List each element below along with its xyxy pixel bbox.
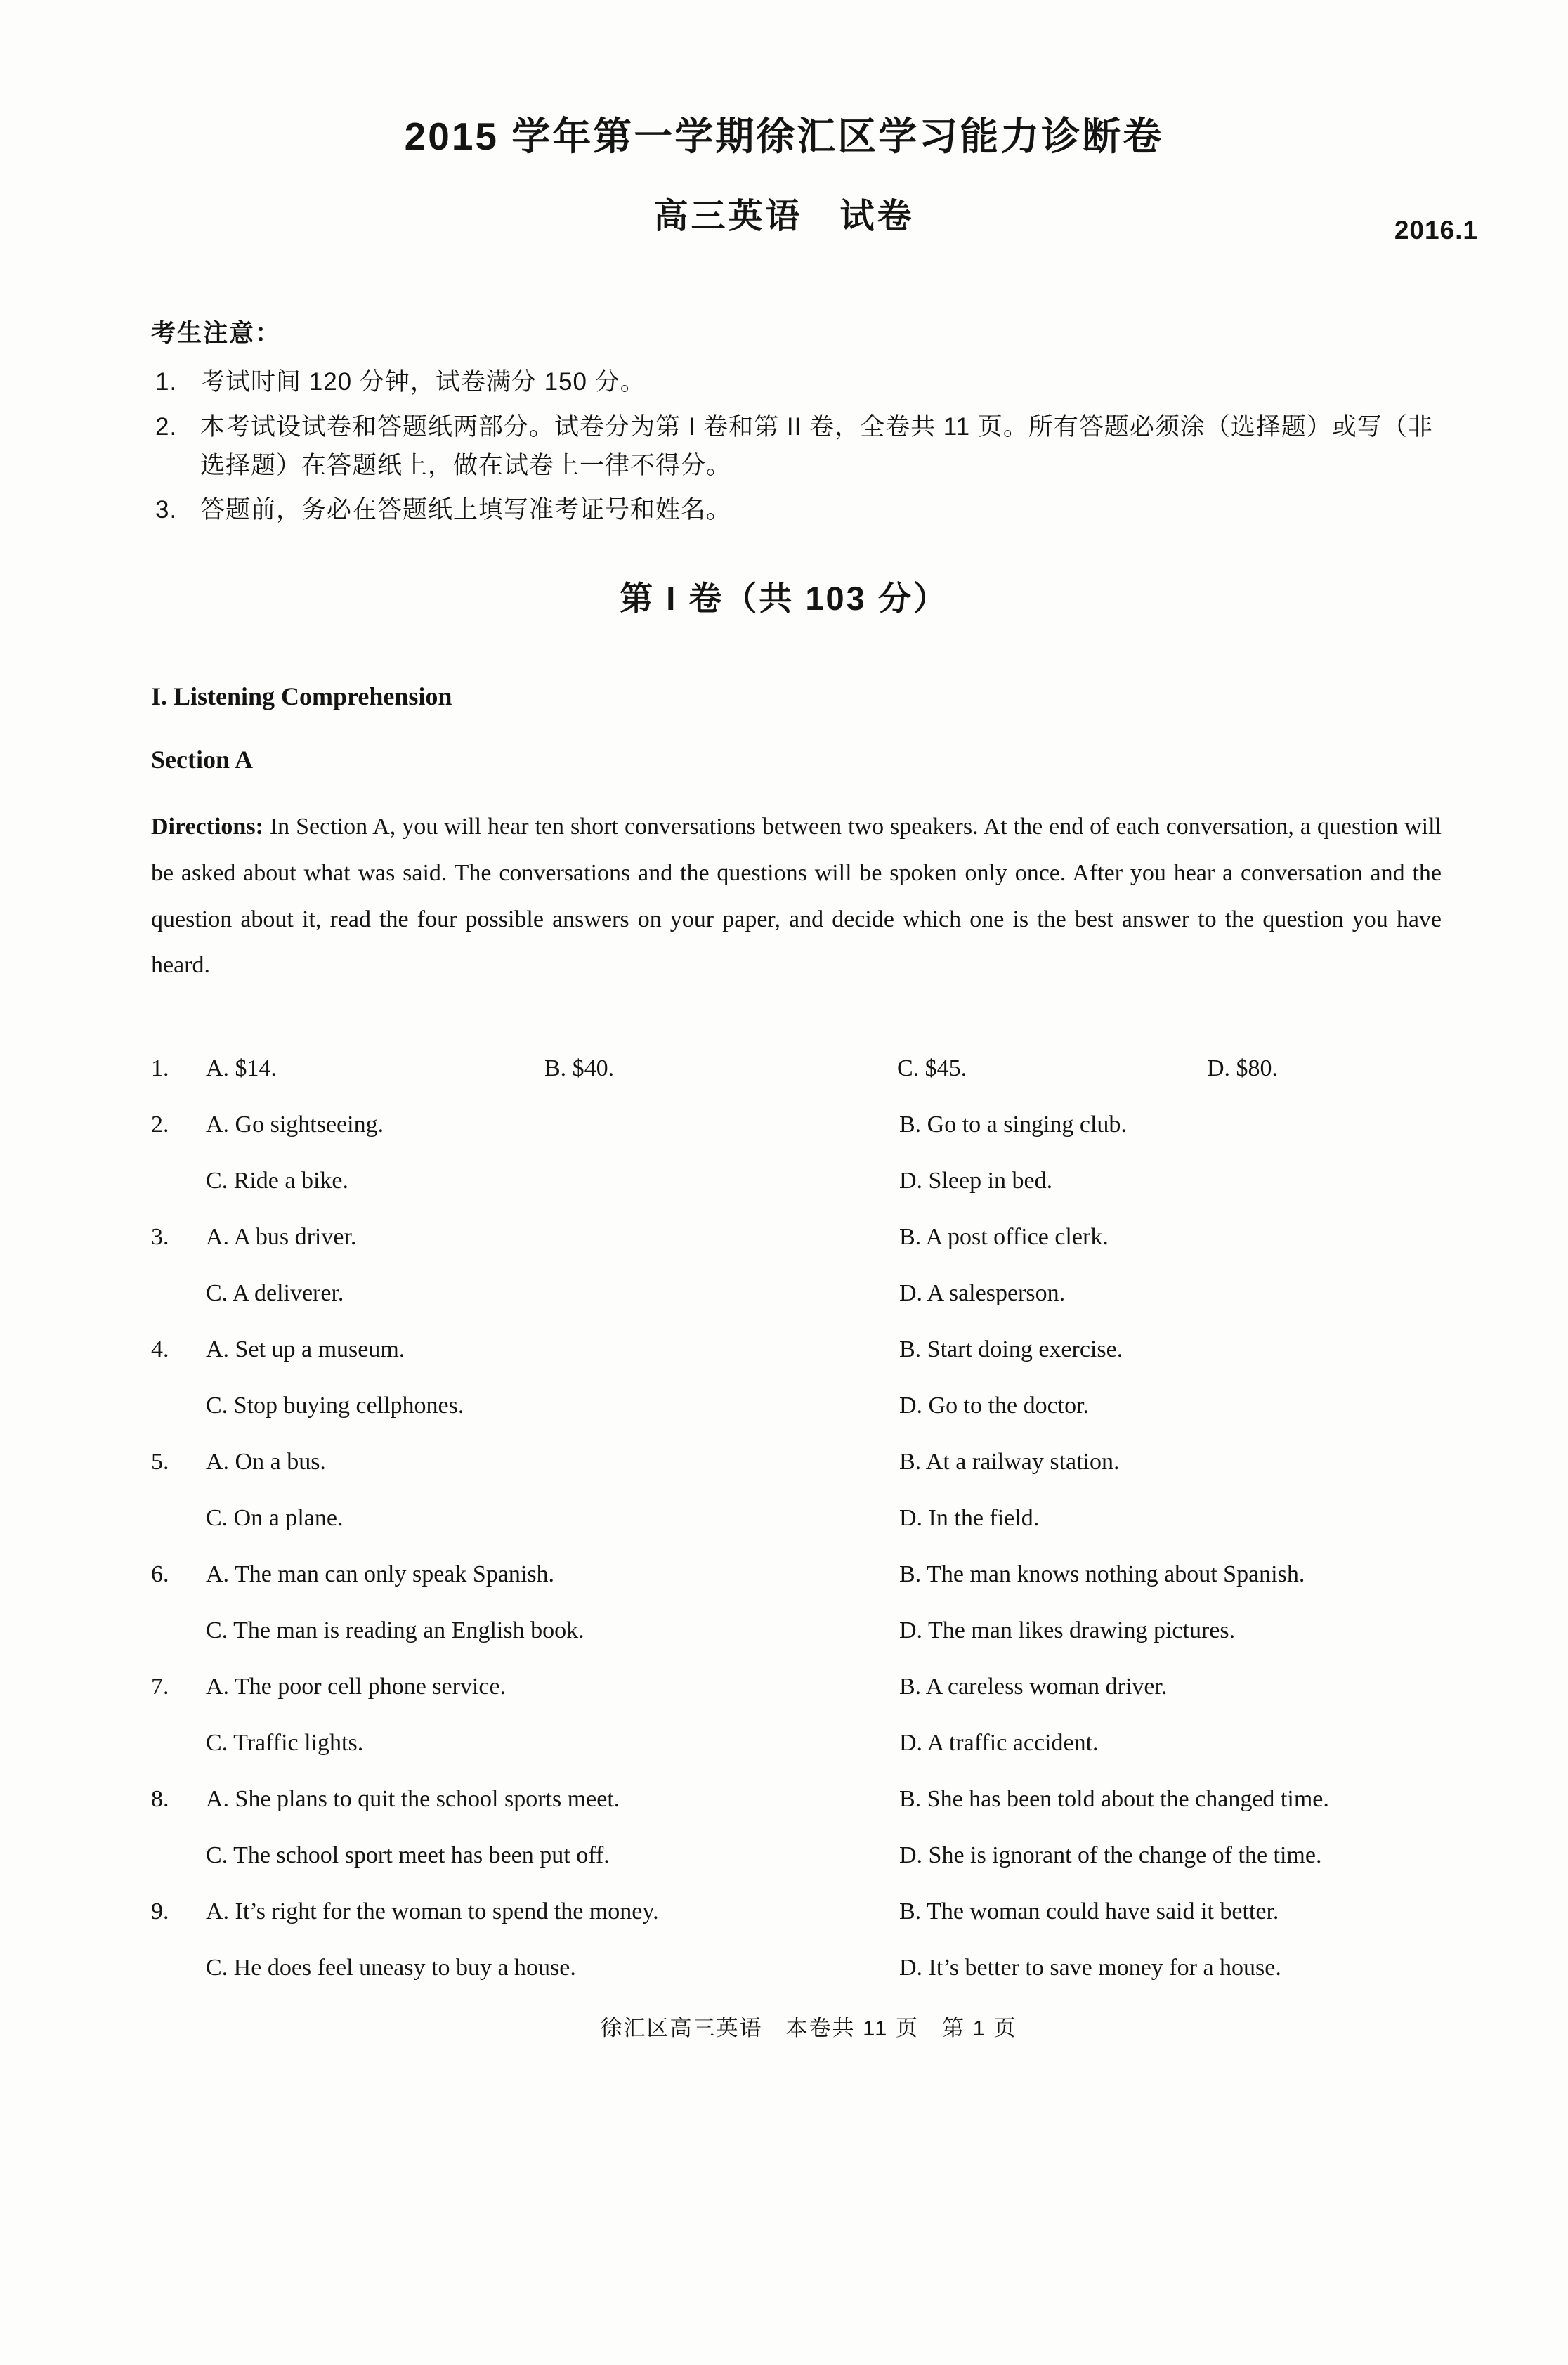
- option-b: B. Go to a singing club.: [899, 1111, 1127, 1138]
- option-c: C. On a plane.: [206, 1504, 344, 1531]
- option-c: C. Stop buying cellphones.: [206, 1392, 464, 1419]
- subtitle-row: [0, 189, 1568, 245]
- option-b: B. The man knows nothing about Spanish.: [899, 1561, 1305, 1587]
- part1-heading: 第 I 卷（共 103 分）: [620, 580, 948, 618]
- directions-label: Directions:: [151, 814, 263, 840]
- option-c: C. Ride a bike.: [206, 1167, 349, 1194]
- directions-text: In Section A, you will hear ten short conversations between two speakers. At the end of each conversation, a question will be asked about what was said. The conversations and the questions will be spoken only once. After you hear a conversation and the question about it, read the four possible answers on your paper, and decide which one is the best answer to the question you have heard.: [151, 814, 1442, 979]
- question-number: 2.: [151, 1111, 169, 1138]
- page-title: 2015 学年第一学期徐汇区学习能力诊断卷: [404, 115, 1164, 158]
- notice-item-number: 3.: [155, 496, 178, 524]
- question-row: [151, 1111, 1568, 1139]
- question-row: [151, 1055, 1568, 1083]
- option-d: D. In the field.: [899, 1504, 1040, 1531]
- option-a: A. It’s right for the woman to spend the money.: [206, 1898, 659, 1924]
- question-row: [151, 1954, 1568, 1982]
- question-row: [151, 1785, 1568, 1813]
- page-footer: 徐汇区高三英语 本卷共 11 页 第 1 页: [600, 2015, 1017, 2040]
- option-d: D. The man likes drawing pictures.: [899, 1617, 1236, 1643]
- question-number: 5.: [151, 1448, 169, 1475]
- question-row: [151, 1336, 1568, 1364]
- option-a: A. Set up a museum.: [206, 1336, 405, 1362]
- question-row: [151, 1279, 1568, 1308]
- question-number: 4.: [151, 1336, 169, 1362]
- option-d: D. Sleep in bed.: [899, 1167, 1053, 1194]
- option-d: D. She is ignorant of the change of the time.: [899, 1842, 1322, 1868]
- option-b: B. At a railway station.: [899, 1448, 1120, 1475]
- option-a: A. Go sightseeing.: [206, 1111, 384, 1138]
- question-row: [151, 1617, 1568, 1645]
- option-a: A. $14.: [206, 1055, 277, 1081]
- question-number: 3.: [151, 1223, 169, 1250]
- question-row: [151, 1167, 1568, 1195]
- question-row: [151, 1842, 1568, 1870]
- option-b: B. $40.: [544, 1055, 615, 1081]
- option-c: C. The school sport meet has been put off.: [206, 1842, 610, 1868]
- question-number: 7.: [151, 1673, 169, 1700]
- option-d: D. A traffic accident.: [899, 1729, 1099, 1756]
- option-c: C. He does feel uneasy to buy a house.: [206, 1954, 576, 1981]
- option-b: B. The woman could have said it better.: [899, 1898, 1279, 1924]
- option-a: A. A bus driver.: [206, 1223, 357, 1250]
- candidate-notice: [151, 314, 1442, 529]
- notice-item-text: 本考试设试卷和答题纸两部分。试卷分为第 I 卷和第 II 卷，全卷共 11 页。所有答题必须涂（选择题）或写（非选择题）在答题纸上，做在试卷上一律不得分。: [200, 412, 1433, 479]
- section-a-directions: [151, 804, 1442, 988]
- option-b: B. She has been told about the changed time.: [899, 1785, 1329, 1812]
- option-c: C. The man is reading an English book.: [206, 1617, 584, 1643]
- question-row: [151, 1504, 1568, 1532]
- question-number: 9.: [151, 1898, 169, 1924]
- option-c: C. $45.: [897, 1055, 967, 1081]
- notice-item: [151, 490, 1442, 529]
- option-d: D. Go to the doctor.: [899, 1392, 1090, 1419]
- option-d: D. It’s better to save money for a house.: [899, 1954, 1281, 1981]
- question-row: [151, 1673, 1568, 1701]
- question-number: 6.: [151, 1561, 169, 1587]
- option-a: A. The man can only speak Spanish.: [206, 1561, 555, 1587]
- question-row: [151, 1898, 1568, 1926]
- exam-paper-page: [0, 105, 1568, 2365]
- question-number: 8.: [151, 1785, 169, 1812]
- exam-date: 2016.1: [1394, 216, 1478, 245]
- question-row: [151, 1729, 1568, 1757]
- listening-section-heading: I. Listening Comprehension: [151, 682, 452, 711]
- question-row: [151, 1392, 1568, 1420]
- option-a: A. She plans to quit the school sports meet.: [206, 1785, 620, 1812]
- notice-heading: 考生注意：: [151, 320, 282, 347]
- question-row: [151, 1223, 1568, 1251]
- question-row: [151, 1448, 1568, 1476]
- question-list: [0, 1055, 1568, 1982]
- page-subtitle: 高三英语 试卷: [653, 197, 915, 235]
- notice-item: [151, 363, 1442, 401]
- notice-item-number: 1.: [155, 368, 178, 396]
- question-row: [151, 1561, 1568, 1589]
- option-d: D. A salesperson.: [899, 1279, 1066, 1306]
- question-number: 1.: [151, 1055, 169, 1081]
- notice-item-number: 2.: [155, 412, 178, 441]
- option-c: C. Traffic lights.: [206, 1729, 364, 1756]
- notice-item-text: 考试时间 120 分钟，试卷满分 150 分。: [200, 368, 646, 396]
- option-a: A. On a bus.: [206, 1448, 326, 1475]
- notice-item: [151, 408, 1442, 486]
- option-b: B. A post office clerk.: [899, 1223, 1109, 1250]
- section-a-heading: Section A: [151, 745, 254, 774]
- notice-item-text: 答题前，务必在答题纸上填写准考证号和姓名。: [200, 496, 732, 524]
- option-b: B. Start doing exercise.: [899, 1336, 1123, 1362]
- option-a: A. The poor cell phone service.: [206, 1673, 507, 1700]
- option-b: B. A careless woman driver.: [899, 1673, 1168, 1700]
- option-c: C. A deliverer.: [206, 1279, 344, 1306]
- option-d: D. $80.: [1207, 1055, 1279, 1081]
